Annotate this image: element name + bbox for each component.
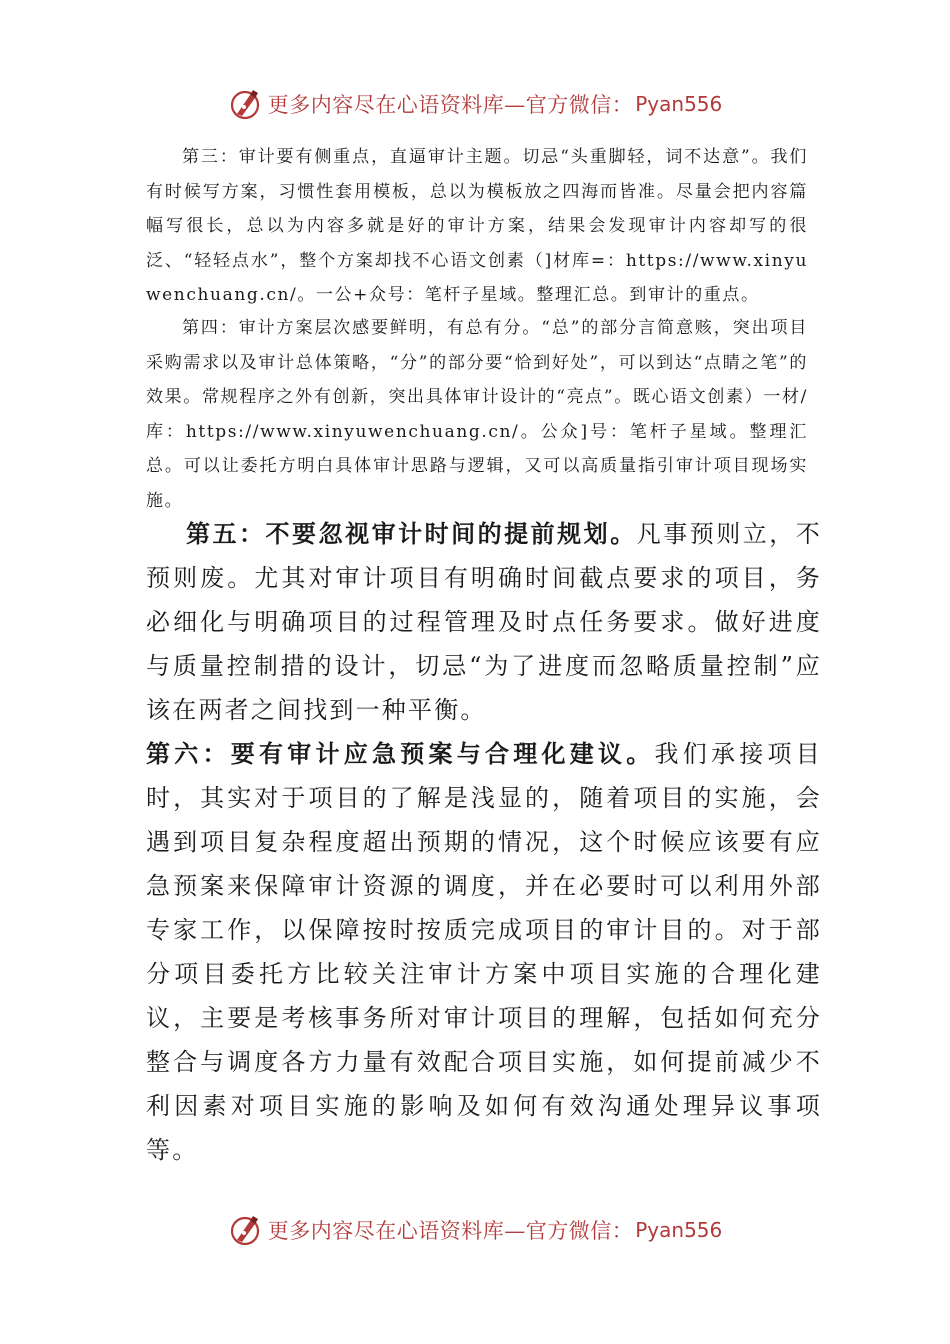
paragraph-fifth-heading: 第五：不要忽视审计时间的提前规划。: [186, 520, 637, 548]
paragraph-fourth: 第四：审计方案层次感要鲜明，有总有分。“总”的部分言简意赅，突出项目采购需求以及审计总体策略，“分”的部分要“恰到好处”，可以到达“点睛之笔”的效果。常规程序之外有创新，突出具体审计设计的“亮点”。既心语文创素）一材/库：https://www.xinyuwenchuang.cn/。公众]号：笔杆子星域。整理汇总。可以让委托方明白具体审计思路与逻辑，又可以高质量指引审计项目现场实施。: [146, 318, 808, 511]
paragraph-third: 第三：审计要有侧重点，直逼审计主题。切忌“头重脚轻，词不达意”。我们有时候写方案，习惯性套用模板，总以为模板放之四海而皆准。尽量会把内容篇幅写很长，总以为内容多就是好的审计方案，结果会发现审计内容却写的很泛、“轻轻点水”，整个方案却找不心语文创素（]材库=：https://www.xinyuwenchuang.cn/。一公+众号：笔杆子星域。整理汇总。到审计的重点。: [146, 147, 808, 305]
paragraph-sixth: [146, 732, 822, 1172]
footer-banner: [0, 1210, 950, 1250]
banner-wechat-id: Pyan556: [635, 92, 723, 116]
pen-nib-circle-icon: [228, 87, 262, 121]
paragraph-fifth-body: 凡事预则立，不预则废。尤其对审计项目有明确时间截点要求的项目，务必细化与明确项目的过程管理及时点任务要求。做好进度与质量控制措的设计，切忌“为了进度而忽略质量控制”应该在两者之间找到一种平衡。: [146, 520, 822, 724]
header-banner: [0, 84, 950, 124]
banner-text: 更多内容尽在心语资料库—官方微信：: [267, 1219, 634, 1243]
banner-wechat-id: Pyan556: [635, 1218, 723, 1242]
paragraph-sixth-body: 我们承接项目时，其实对于项目的了解是浅显的，随着项目的实施，会遇到项目复杂程度超出预期的情况，这个时候应该要有应急预案来保障审计资源的调度，并在必要时可以利用外部专家工作，以保障按时按质完成项目的审计目的。对于部分项目委托方比较关注审计方案中项目实施的合理化建议，主要是考核事务所对审计项目的理解，包括如何充分整合与调度各方力量有效配合项目实施，如何提前减少不利因素对项目实施的影响及如何有效沟通处理异议事项等。: [146, 740, 822, 1164]
banner-text: 更多内容尽在心语资料库—官方微信：: [267, 93, 634, 117]
paragraph-fifth: [146, 512, 822, 732]
pen-nib-circle-icon: [228, 1213, 262, 1247]
paragraph-sixth-heading: 第六：要有审计应急预案与合理化建议。: [146, 740, 655, 768]
